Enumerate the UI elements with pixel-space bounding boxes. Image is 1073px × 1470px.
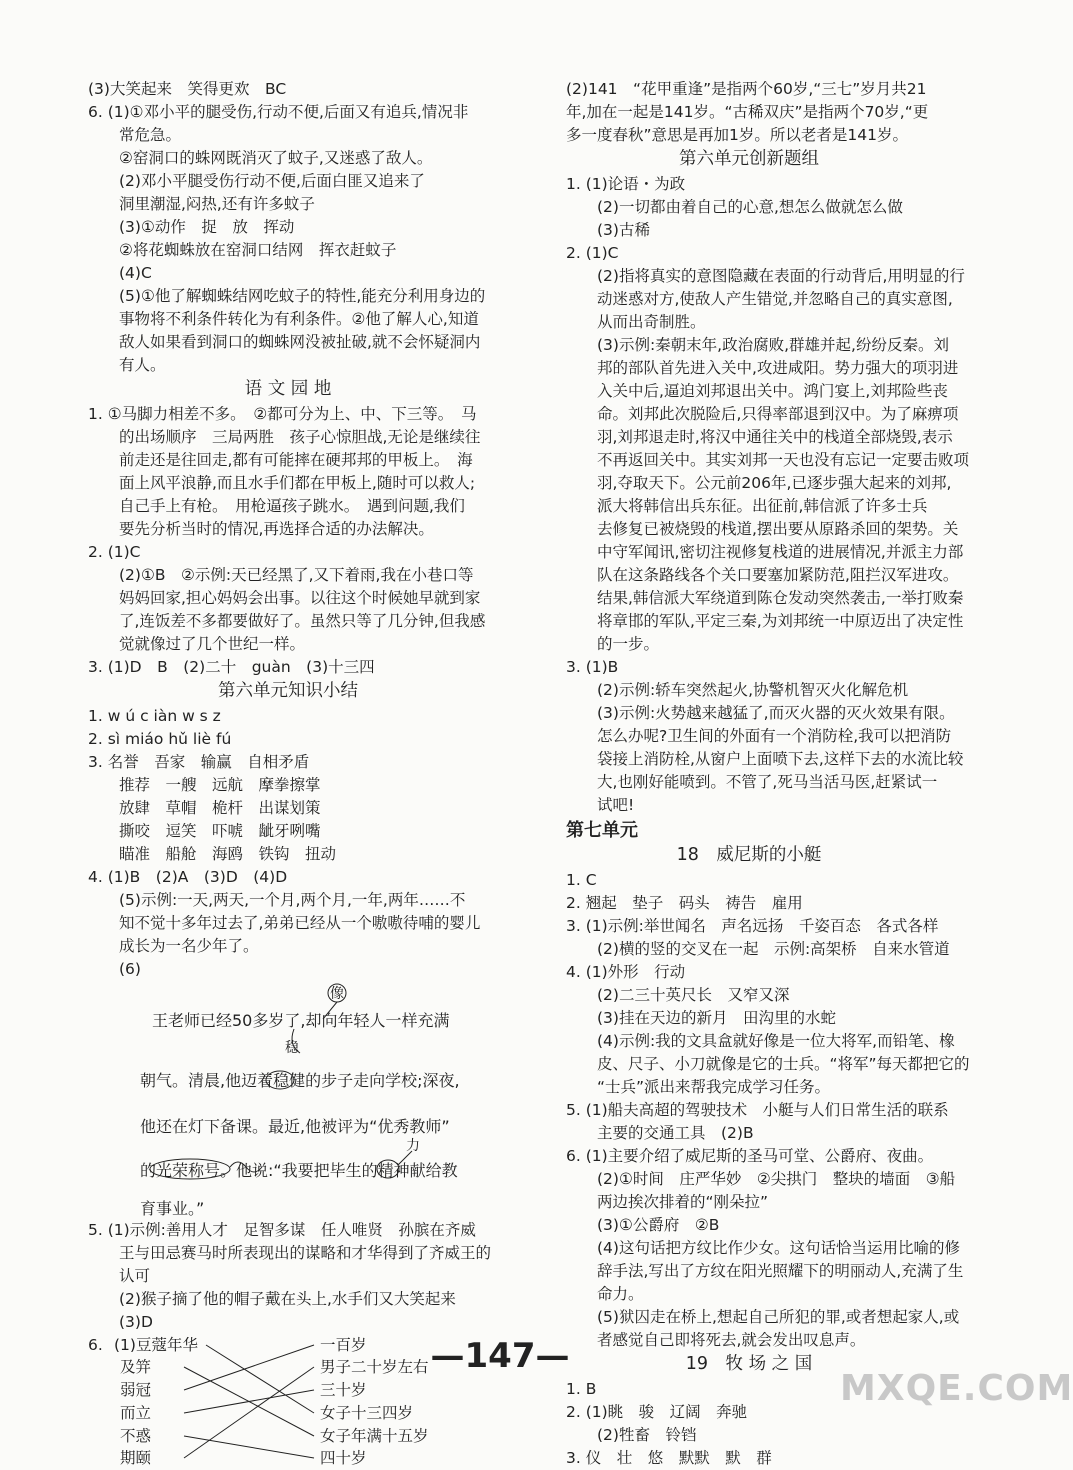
answer-line: (3)挂在天边的新月 田沟里的水蛇: [566, 1009, 836, 1027]
answer-line: 1. C: [566, 871, 597, 889]
answer-line: ②将花蜘蛛放在窑洞口结网 挥衣赶蚊子: [88, 241, 397, 259]
edit-mark-li: 力: [406, 1138, 420, 1154]
answer-line: 中守军闻讯,密切注视修复栈道的进展情况,并派主力部: [566, 543, 964, 561]
heading-innovation-group: 第六单元创新题组: [679, 149, 819, 169]
watermark-logo: MXQE.COM: [840, 1368, 1073, 1409]
answer-line: 妈妈回家,担心妈妈会出事。以往这个时候她早就到家: [88, 589, 481, 607]
edit-line: 他还在灯下备课。最近,他被评为“优秀教师”: [140, 1117, 450, 1136]
edit-line: 朝气。清晨,他迈着稳健的步子走向学校;深夜,: [140, 1071, 460, 1090]
answer-line: (4)C: [88, 264, 152, 282]
answer-line: 主要的交通工具 (2)B: [566, 1124, 754, 1142]
answer-line: (2)示例:轿车突然起火,协警机智灭火化解危机: [566, 681, 909, 699]
answer-line: 3. 名誉 吾家 输赢 自相矛盾: [88, 753, 310, 771]
answer-line: 命力。: [566, 1285, 644, 1303]
answer-line: 4. (1)B (2)A (3)D (4)D: [88, 868, 288, 886]
match-right-item: 四十岁: [320, 1449, 367, 1467]
match-left-item: 及笄: [120, 1358, 152, 1376]
answer-line: 常危急。: [88, 126, 182, 144]
match-right-item: 男子二十岁左右: [320, 1358, 429, 1376]
answer-line: 6. (1)主要介绍了威尼斯的圣马可堂、公爵府、夜曲。: [566, 1147, 934, 1165]
answer-line: 了,连饭差不多都要做好了。虽然只等了几分钟,但我感: [88, 612, 486, 630]
answer-line: (2)邓小平腿受伤行动不便,后面白匪又追来了: [88, 172, 425, 190]
answer-line: (3)示例:火势越来越猛了,而灭火器的灭火效果有限。: [566, 704, 955, 722]
match-left-item: 而立: [120, 1404, 152, 1422]
answer-line: 羽,夺取天下。公元前206年,已逐步强大起来的刘邦,: [566, 474, 952, 492]
answer-line: (3)①公爵府 ②B: [566, 1216, 720, 1234]
unit-seven-title: 第七单元: [566, 820, 638, 841]
answer-line: 袋接上消防栓,从窗户上面喷下去,这样下去的水流比较: [566, 750, 964, 768]
answer-line: 瞄准 船舱 海鸥 铁钩 扭动: [88, 845, 337, 863]
answer-line: 觉就像过了几个世纪一样。: [88, 635, 306, 653]
edit-line: 的光荣称号。他说:“我要把毕生的精神献给教: [140, 1161, 458, 1180]
answer-line: 敌人如果看到洞口的蜘蛛网没被扯破,就不会怀疑洞内: [88, 333, 481, 351]
match-left-item: 期颐: [120, 1449, 152, 1467]
answer-line: 3. (1)D B (2)二十 guàn (3)十三四: [88, 658, 375, 676]
answer-line: (2)141 “花甲重逢”是指两个60岁,“三七”岁月共21: [566, 80, 927, 98]
answer-line: (3)示例:秦朝末年,政治腐败,群雄并起,纷纷反秦。刘: [566, 336, 949, 354]
answer-line: 推荐 一艘 远航 摩拳擦掌: [88, 776, 321, 794]
left-pre-section: [88, 78, 488, 377]
left-column: [88, 78, 492, 1467]
answer-line: 知不觉十多年过去了,弟弟已经从一个嗷嗷待哺的婴儿: [88, 914, 481, 932]
answer-line: 队在这条路线各个关口要塞加紧防范,阻拦汉军进攻。: [566, 566, 959, 584]
answer-line: (3)大笑起来 笑得更欢 BC: [88, 80, 287, 98]
answer-line: 5. (1)船夫高超的驾驶技术 小艇与人们日常生活的联系: [566, 1101, 949, 1119]
answer-line: (5)示例:一天,两天,一个月,两个月,一年,两年……不: [88, 891, 466, 909]
answer-line: 结果,韩信派大军绕道到陈仓发动突然袭击,一举打败秦: [566, 589, 964, 607]
answer-line: 动迷惑对方,使敌人产生错觉,并忽略自己的真实意图,: [566, 290, 953, 308]
answer-line: (2)二三十英尺长 又窄又深: [566, 986, 790, 1004]
answer-line: 有人。: [88, 356, 166, 374]
answer-line: (2)①时间 庄严华妙 ②尖拱门 整块的墙面 ③船: [566, 1170, 956, 1188]
answer-line: 洞里潮湿,闷热,还有许多蚊子: [88, 195, 315, 213]
answer-line: 将章邯的军队,平定三秦,为刘邦统一中原迈出了决定性: [566, 612, 964, 630]
heading-yuwen-yuandi: 语 文 园 地: [244, 379, 332, 399]
answer-line: 要先分析当时的情况,再选择合适的办法解决。: [88, 520, 434, 538]
answer-line: 成长为一名少年了。: [88, 937, 259, 955]
answer-line: 王与田忌赛马时所表现出的谋略和才华得到了齐威王的: [88, 1244, 492, 1262]
answer-line: 1. (1)论语・为政: [566, 175, 686, 193]
answer-line: 面上风平浪静,而且水手们都在甲板上,随时可以救人;: [88, 474, 476, 492]
answer-line: (3)①动作 捉 放 挥动: [88, 218, 295, 236]
answer-line: 认可: [88, 1267, 151, 1285]
answer-line: 2. (1)C: [566, 244, 619, 262]
match-right-item: 一百岁: [320, 1336, 367, 1354]
answer-line: (3)D: [88, 1313, 153, 1331]
answer-line: (2)猴子摘了他的帽子戴在头上,水手们又大笑起来: [88, 1290, 456, 1308]
answer-line: 派大将韩信出兵东征。出征前,韩信派了许多士兵: [566, 497, 928, 515]
heading-knowledge-summary: 第六单元知识小结: [218, 681, 358, 701]
answer-line: 羽,刘邦退走时,将汉中通往关中的栈道全部烧毁,表示: [566, 428, 953, 446]
answer-line: (3)古稀: [566, 221, 650, 239]
answer-line: (4)示例:我的文具盒就好像是一位大将军,而铅笔、橡: [566, 1032, 955, 1050]
yuwen-yuandi-answers: [88, 403, 488, 679]
answer-line: (2)①B ②示例:天已经黑了,又下着雨,我在小巷口等: [88, 566, 474, 584]
answer-line: 2. (1)C: [88, 543, 141, 561]
edit-mark-xiang: 像: [330, 986, 344, 1002]
match-right-item: 三十岁: [320, 1381, 367, 1399]
answer-line: 的出场顺序 三局两胜 孩子心惊胆战,无论是继续往: [88, 428, 481, 446]
answer-line: 2. 翘起 垫子 码头 祷告 雇用: [566, 894, 803, 912]
match-left-item: 弱冠: [120, 1381, 152, 1399]
answer-line: 怎么办呢?卫生间的外面有一个消防栓,我可以把消防: [566, 727, 952, 745]
answer-line: 试吧!: [566, 796, 635, 814]
right-pre-section: [566, 78, 932, 147]
answer-line: 前走还是往回走,都有可能摔在硬邦邦的甲板上。 海: [88, 451, 473, 469]
innovation-group-answers: [566, 173, 970, 817]
match-right-item: 女子年满十五岁: [320, 1427, 429, 1445]
answer-line: 自己手上有枪。 用枪逼孩子跳水。 遇到问题,我们: [88, 497, 465, 515]
match-left-item: 不惑: [120, 1427, 152, 1445]
answer-line: (5)①他了解蜘蛛结网吃蚊子的特性,能充分利用身边的: [88, 287, 486, 305]
answer-line: “士兵”派出来帮我完成学习任务。: [566, 1078, 831, 1096]
answer-line: 者感觉自己即将死去,就会发出叹息声。: [566, 1331, 866, 1349]
answer-line: 2. (1)眺 骏 辽阔 奔驰: [566, 1403, 748, 1421]
proofreading-figure: [140, 983, 488, 1217]
answer-line: (4)这句话把方纹比作少女。这句话恰当运用比喻的修: [566, 1239, 960, 1257]
answer-line: 两边挨次排着的“刚朵拉”: [566, 1193, 769, 1211]
answer-line: 撕咬 逗笑 吓唬 龇牙咧嘴: [88, 822, 321, 840]
answer-line: 命。刘邦此次脱险后,只得率部退到汉中。为了麻痹项: [566, 405, 959, 423]
answer-line: 2. sì miáo hǔ liè fú: [88, 730, 232, 748]
answer-line: 放肆 草帽 桅杆 出谋划策: [88, 799, 321, 817]
answer-line: ②窑洞口的蛛网既消灭了蚊子,又迷惑了敌人。: [88, 149, 433, 167]
answer-line: 从而出奇制胜。: [566, 313, 706, 331]
lesson-18-answers: [566, 869, 970, 1352]
edit-line: 育事业。”: [140, 1199, 205, 1218]
page-number: —147—: [430, 1336, 570, 1376]
heading-lesson-18: 18 威尼斯的小艇: [676, 845, 822, 865]
knowledge-summary-answers: [88, 705, 488, 981]
answer-line: 6. (1)①邓小平的腿受伤,行动不便,后面又有追兵,情况非: [88, 103, 469, 121]
answer-line: (6): [88, 960, 141, 978]
answer-line: 辞手法,写出了方纹在阳光照耀下的明丽动人,充满了生: [566, 1262, 964, 1280]
match-number: 6.: [88, 1336, 103, 1354]
answer-line: 不再返回关中。其实刘邦一天也没有忘记一定要击败项: [566, 451, 970, 469]
match-right-item: 女子十三四岁: [320, 1404, 414, 1422]
answer-line: 1. B: [566, 1380, 597, 1398]
left-post-section: [88, 1219, 492, 1334]
answer-line: (2)一切都由着自己的心意,想怎么做就怎么做: [566, 198, 903, 216]
answer-line: 邦的部队首先进入关中,攻进咸阳。势力强大的项羽进: [566, 359, 959, 377]
answer-line: 入关中后,逼迫刘邦退出关中。鸿门宴上,刘邦险些丧: [566, 382, 948, 400]
answer-line: 5. (1)示例:善用人才 足智多谋 任人唯贤 孙膑在齐威: [88, 1221, 476, 1239]
answer-line: (5)狱囚走在桥上,想起自己所犯的罪,或者想起家人,或: [566, 1308, 960, 1326]
answer-line: (2)横的竖的交叉在一起 示例:高架桥 自来水管道: [566, 940, 950, 958]
answer-line: 皮、尺子、小刀就像是它的士兵。“将军”每天都把它的: [566, 1055, 970, 1073]
answer-line: 3. 仪 壮 悠 默默 默 群: [566, 1449, 772, 1467]
answer-line: 事物将不利条件转化为有利条件。②他了解人心,知道: [88, 310, 479, 328]
answer-line: 去修复已被烧毁的栈道,摆出要从原路杀回的架势。关: [566, 520, 959, 538]
answer-line: 1. w ú c iàn w s z: [88, 707, 221, 725]
answer-line: 多一度春秋”意思是再加1岁。所以老者是141岁。: [566, 126, 908, 144]
edit-line: 王老师已经50多岁了,却向年轻人一样充满: [152, 1011, 450, 1030]
edit-mark-wen: 稳: [285, 1040, 299, 1056]
answer-line: (2)牲畜 铃铛: [566, 1426, 697, 1444]
answer-line: 1. ①马脚力相差不多。 ②都可分为上、中、下三等。 马: [88, 405, 477, 423]
match-left-item: (1)豆蔻年华: [114, 1336, 198, 1354]
answer-line: (2)指将真实的意图隐藏在表面的行动背后,用明显的行: [566, 267, 965, 285]
answer-line: 的一步。: [566, 635, 660, 653]
answer-line: 3. (1)B: [566, 658, 619, 676]
answer-line: 4. (1)外形 行动: [566, 963, 686, 981]
answer-line: 3. (1)示例:举世闻名 声名远扬 千姿百态 各式各样: [566, 917, 939, 935]
answer-line: 年,加在一起是141岁。“古稀双庆”是指两个70岁,“更: [566, 103, 929, 121]
answer-line: 大,也刚好能喷到。不管了,死马当活马医,赶紧试一: [566, 773, 938, 791]
heading-lesson-19: 19 牧 场 之 国: [685, 1354, 813, 1374]
